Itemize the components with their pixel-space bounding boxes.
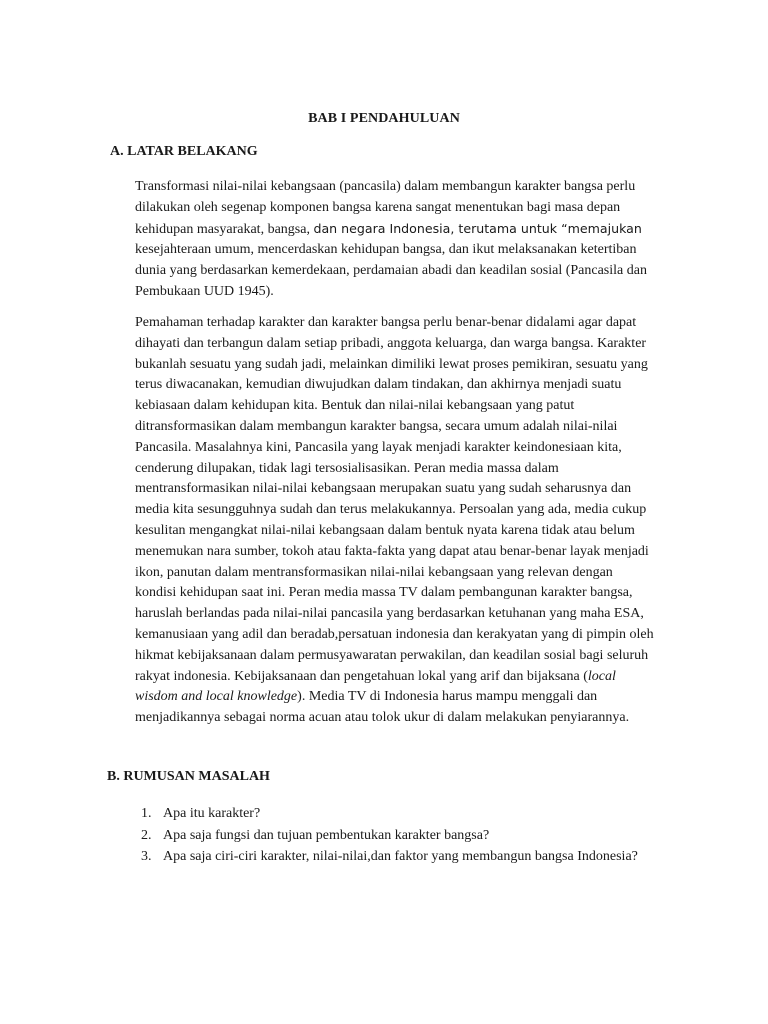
text-segment: kehidupan masyarakat, bangsa,	[135, 221, 314, 237]
italic-text: wisdom and local knowledge	[135, 689, 298, 705]
italic-text: local	[587, 668, 616, 684]
text-line: Pembukaan UUD 1945).	[135, 283, 274, 299]
text-line: menjadikannya sebagai norma acuan atau tolok ukur di dalam melakukan penyiarannya.	[135, 710, 630, 726]
list-item	[135, 846, 638, 868]
list-number: 2.	[141, 827, 152, 843]
text-line: menemukan nara sumber, tokoh atau fakta-fakta yang dapat atau benar-benar layak menjadi	[135, 543, 649, 559]
list-number: 1.	[141, 806, 152, 821]
list-item-text: Apa saja fungsi dan tujuan pembentukan karakter bangsa?	[163, 827, 490, 843]
list-item-text: Apa itu karakter?	[163, 806, 261, 821]
text-line	[135, 667, 690, 688]
section-heading-rumusan-masalah: B. RUMUSAN MASALAH	[107, 769, 270, 784]
text-line: Transformasi nilai-nilai kebangsaan (pancasila) dalam membangun karakter bangsa perlu	[135, 179, 636, 194]
text-line: Pancasila. Masalahnya kini, Pancasila yang layak menjadi karakter keindonesiaan kita,	[135, 439, 622, 455]
text-line: ikon, panutan dalam mentransformasikan nilai-nilai kebangsaan yang relevan dengan	[135, 564, 613, 580]
list-item	[135, 803, 638, 825]
text-line: haruslah berlandas pada nilai-nilai pancasila yang berdasarkan ketuhanan yang maha ESA,	[135, 606, 644, 622]
text-line: kebiasaan dalam kehidupan kita. Bentuk dan nilai-nilai kebangsaan yang patut	[135, 398, 575, 414]
text-line: kondisi kehidupan saat ini. Peran media massa TV dalam pembangunan karakter bangsa,	[135, 585, 633, 601]
text-segment: rakyat indonesia. Kebijaksanaan dan pengetahuan lokal yang arif dan bijaksana (	[135, 668, 588, 684]
text-segment: ). Media TV di Indonesia harus mampu menggali dan	[297, 689, 598, 705]
text-line: mentransformasikan nilai-nilai kebangsaan merupakan suatu yang sudah seharusnya dan	[135, 481, 632, 497]
list-number: 3.	[141, 849, 152, 864]
text-line: Pemahaman terhadap karakter dan karakter bangsa perlu benar-benar didalami agar dapat	[135, 315, 637, 330]
question-list	[135, 803, 638, 868]
text-line: media kita sesungguhnya sudah dan terus melakukannya. Persoalan yang ada, media cukup	[135, 502, 647, 518]
text-line: hikmat kebijaksanaan dalam permusyawaratan perwakilan, dan keadilan sosial bagi seluruh	[135, 647, 649, 663]
text-line: ditransformasikan dalam membangun karakter bangsa, secara umum adalah nilai-nilai	[135, 418, 618, 434]
text-line: kesejahteraan umum, mencerdaskan kehidupan bangsa, dan ikut melaksanakan ketertiban	[135, 242, 637, 258]
text-line: terus diwacanakan, kemudian diwujudkan dalam tindakan, dan akhirnya menjadi suatu	[135, 377, 622, 393]
text-line: cenderung dilupakan, tidak lagi tersosialisasikan. Peran media massa dalam	[135, 460, 559, 476]
paragraph-pemahaman	[135, 313, 690, 729]
text-line: bukanlah sesuatu yang sudah jadi, melainkan dimiliki lewat proses pemikiran, sesuatu yang	[135, 356, 648, 372]
text-line: kesulitan mengangkat nilai-nilai kebangsaan dalam bentuk nyata karena tidak atau belum	[135, 522, 635, 538]
paragraph-transformasi	[135, 177, 690, 303]
text-line: dilakukan oleh segenap komponen bangsa karena sangat menentukan bagi masa depan	[135, 199, 621, 215]
text-segment-sans: dan negara Indonesia, terutama untuk “memajukan	[313, 220, 642, 236]
list-item	[135, 825, 638, 847]
text-line: kemanusiaan yang adil dan beradab,persatuan indonesia dan kerakyatan yang di pimpin oleh	[135, 626, 654, 642]
section-heading-latar-belakang: A. LATAR BELAKANG	[110, 144, 258, 159]
text-line: dunia yang berdasarkan kemerdekaan, perdamaian abadi dan keadilan sosial (Pancasila dan	[135, 263, 647, 279]
text-line	[135, 219, 690, 241]
chapter-title: BAB I PENDAHULUAN	[308, 111, 460, 126]
list-item-text: Apa saja ciri-ciri karakter, nilai-nilai,dan faktor yang membangun bangsa Indonesia?	[163, 849, 638, 864]
text-line: dihayati dan terbangun dalam setiap pribadi, anggota keluarga, dan warga bangsa. Karakter	[135, 335, 647, 351]
text-line	[135, 687, 690, 708]
